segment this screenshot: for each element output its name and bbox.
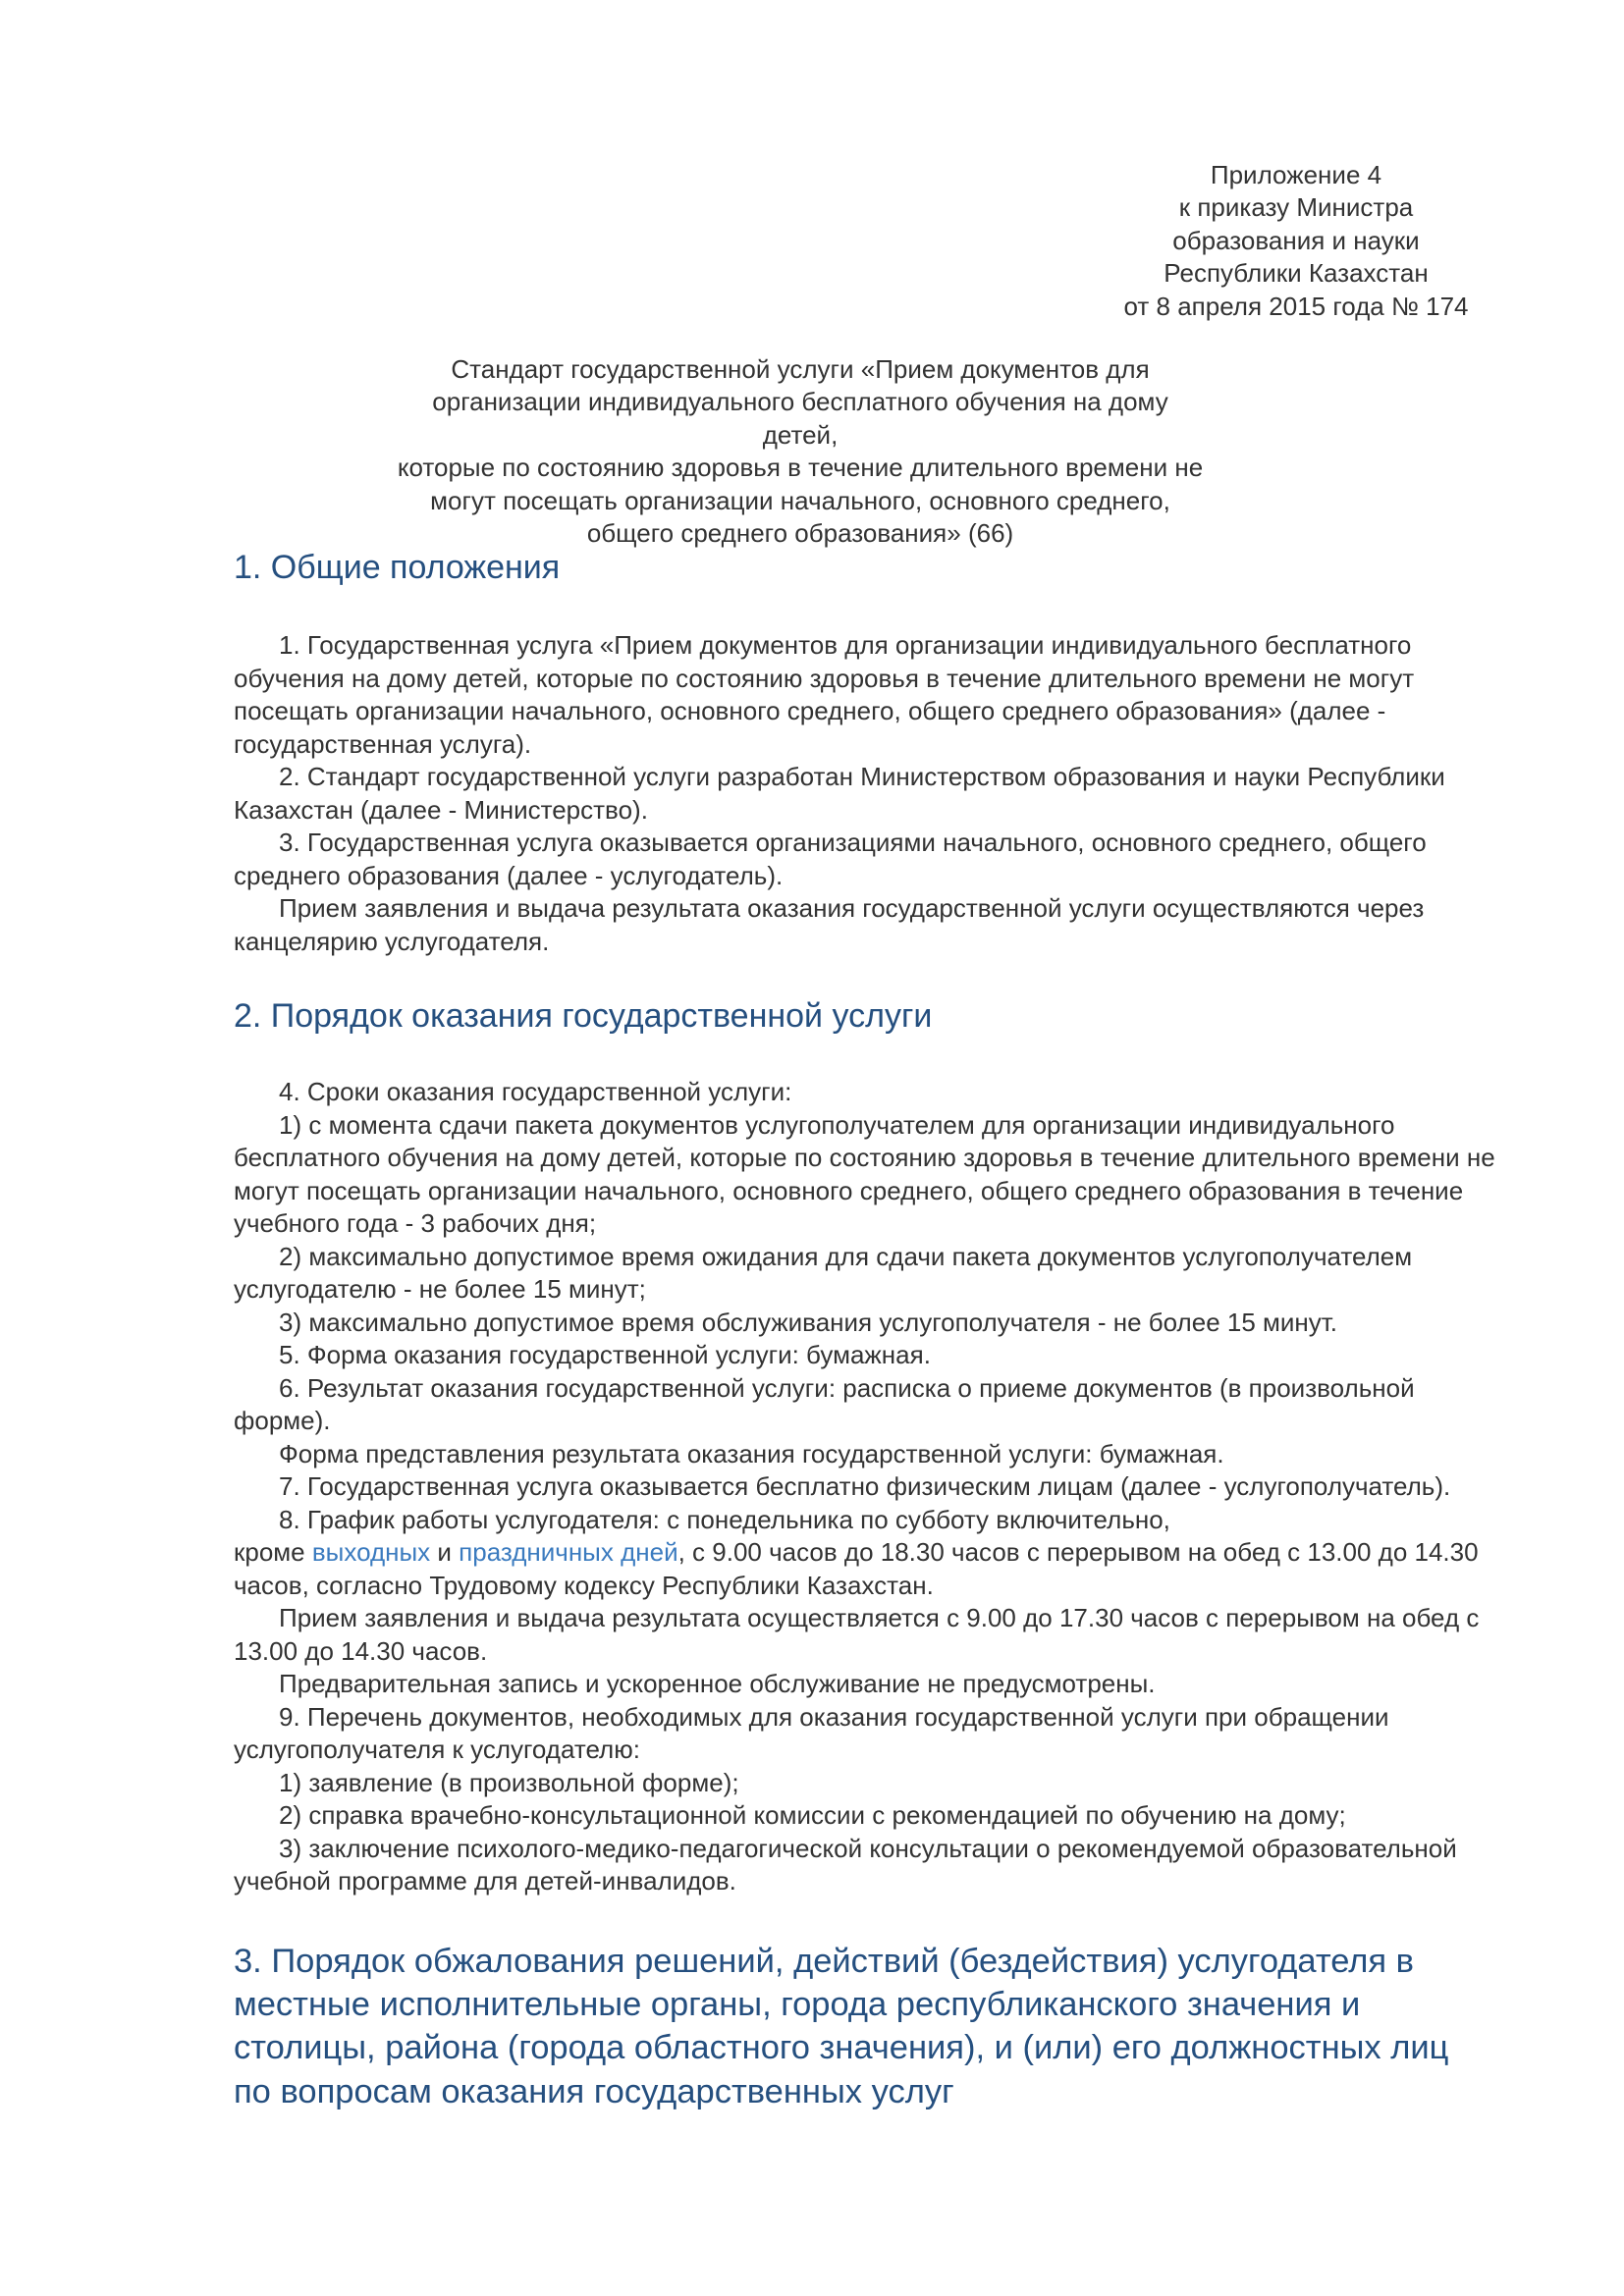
paragraph: 1) с момента сдачи пакета документов услугополучателем для организации индивидуального бесплатного обучения на дому детей, которые по состоянию здоровья в течение длительного времени не могут посещать организации начального, основного среднего, общего среднего образования в течение учебного года - 3 рабочих дня; bbox=[234, 1109, 1495, 1238]
section-heading-procedure: 2. Порядок оказания государственной услуги bbox=[234, 997, 933, 1035]
title-line: которые по состоянию здоровья в течение длительного времени не bbox=[397, 453, 1204, 483]
paragraph: 1) заявление (в произвольной форме); bbox=[279, 1767, 739, 1797]
title-line: организации индивидуального бесплатного обучения на дому детей, bbox=[432, 387, 1168, 450]
schedule-prefix: кроме bbox=[234, 1537, 312, 1567]
paragraph: 6. Результат оказания государственной услуги: расписка о приеме документов (в произвольной форме). bbox=[234, 1372, 1415, 1435]
title-line: общего среднего образования» (66) bbox=[586, 518, 1014, 549]
paragraph: 7. Государственная услуга оказывается бесплатно физическим лицам (далее - услугополучатель). bbox=[279, 1471, 1451, 1501]
paragraph: 8. График работы услугодателя: с понедельника по субботу включительно, bbox=[279, 1504, 1170, 1534]
schedule-paragraph bbox=[234, 1536, 1505, 1602]
link-weekends[interactable]: выходных bbox=[311, 1537, 431, 1567]
paragraph: 1. Государственная услуга «Прием документов для организации индивидуального бесплатного обучения на дому детей, которые по состоянию здоровья в течение длительного времени не могут посещать организации начального, основного среднего, общего среднего образования» (далее - государственная услуга). bbox=[234, 630, 1415, 759]
schedule-suffix: , с 9.00 часов до 18.30 часов с перерывом на обед с 13.00 до 14.30 часов, согласно Трудовому кодексу Республики Казахстан. bbox=[234, 1537, 1479, 1600]
paragraph: 4. Сроки оказания государственной услуги: bbox=[279, 1077, 792, 1106]
section-heading-general: 1. Общие положения bbox=[234, 549, 561, 586]
appendix-header bbox=[1060, 159, 1532, 323]
title-line: могут посещать организации начального, основного среднего, bbox=[430, 485, 1170, 515]
section-body-general bbox=[234, 629, 1505, 958]
link-holidays[interactable]: праздничных дней bbox=[459, 1537, 678, 1567]
paragraph: 3) максимально допустимое время обслуживания услугополучателя - не более 15 минут. bbox=[279, 1307, 1338, 1337]
paragraph: 2) справка врачебно-консультационной комиссии с рекомендацией по обучению на дому; bbox=[279, 1800, 1346, 1830]
paragraph: Форма представления результата оказания государственной услуги: бумажная. bbox=[279, 1438, 1224, 1468]
document-title bbox=[393, 353, 1208, 550]
paragraph: 2) максимально допустимое время ожидания для сдачи пакета документов услугополучателем услугодателю - не более 15 минут; bbox=[234, 1241, 1413, 1304]
paragraph: 3. Государственная услуга оказывается организациями начального, основного среднего, общего среднего образования (далее - услугодатель). bbox=[234, 828, 1427, 890]
appendix-line: образования и науки bbox=[1172, 225, 1420, 255]
appendix-line: Республики Казахстан bbox=[1164, 258, 1429, 289]
paragraph: Прием заявления и выдача результата оказания государственной услуги осуществляются через канцелярию услугодателя. bbox=[234, 893, 1425, 956]
appendix-line: от 8 апреля 2015 года № 174 bbox=[1123, 291, 1469, 321]
section-heading-appeals: 3. Порядок обжалования решений, действий (бездействия) услугодателя в местные исполнительные органы, города республиканского значения и столицы, района (города областного значения), и (или) его должностных лиц по вопросам оказания государственных услуг bbox=[234, 1943, 1449, 2110]
appendix-line: к приказу Министра bbox=[1178, 192, 1414, 223]
paragraph: 2. Стандарт государственной услуги разработан Министерством образования и науки Республики Казахстан (далее - Министерство). bbox=[234, 762, 1445, 825]
section-body-procedure bbox=[234, 1076, 1505, 1898]
paragraph: Предварительная запись и ускоренное обслуживание не предусмотрены. bbox=[279, 1669, 1156, 1698]
appendix-line: Приложение 4 bbox=[1210, 160, 1382, 189]
paragraph: 5. Форма оказания государственной услуги: бумажная. bbox=[279, 1340, 931, 1369]
title-line: Стандарт государственной услуги «Прием документов для bbox=[451, 354, 1150, 384]
paragraph: Прием заявления и выдача результата осуществляется с 9.00 до 17.30 часов с перерывом на обед с 13.00 до 14.30 часов. bbox=[234, 1603, 1480, 1666]
paragraph: 3) заключение психолого-медико-педагогической консультации о рекомендуемой образовательной учебной программе для детей-инвалидов. bbox=[234, 1833, 1457, 1896]
schedule-middle: и bbox=[430, 1537, 460, 1567]
paragraph: 9. Перечень документов, необходимых для оказания государственной услуги при обращении услугополучателя к услугодателю: bbox=[234, 1701, 1389, 1764]
